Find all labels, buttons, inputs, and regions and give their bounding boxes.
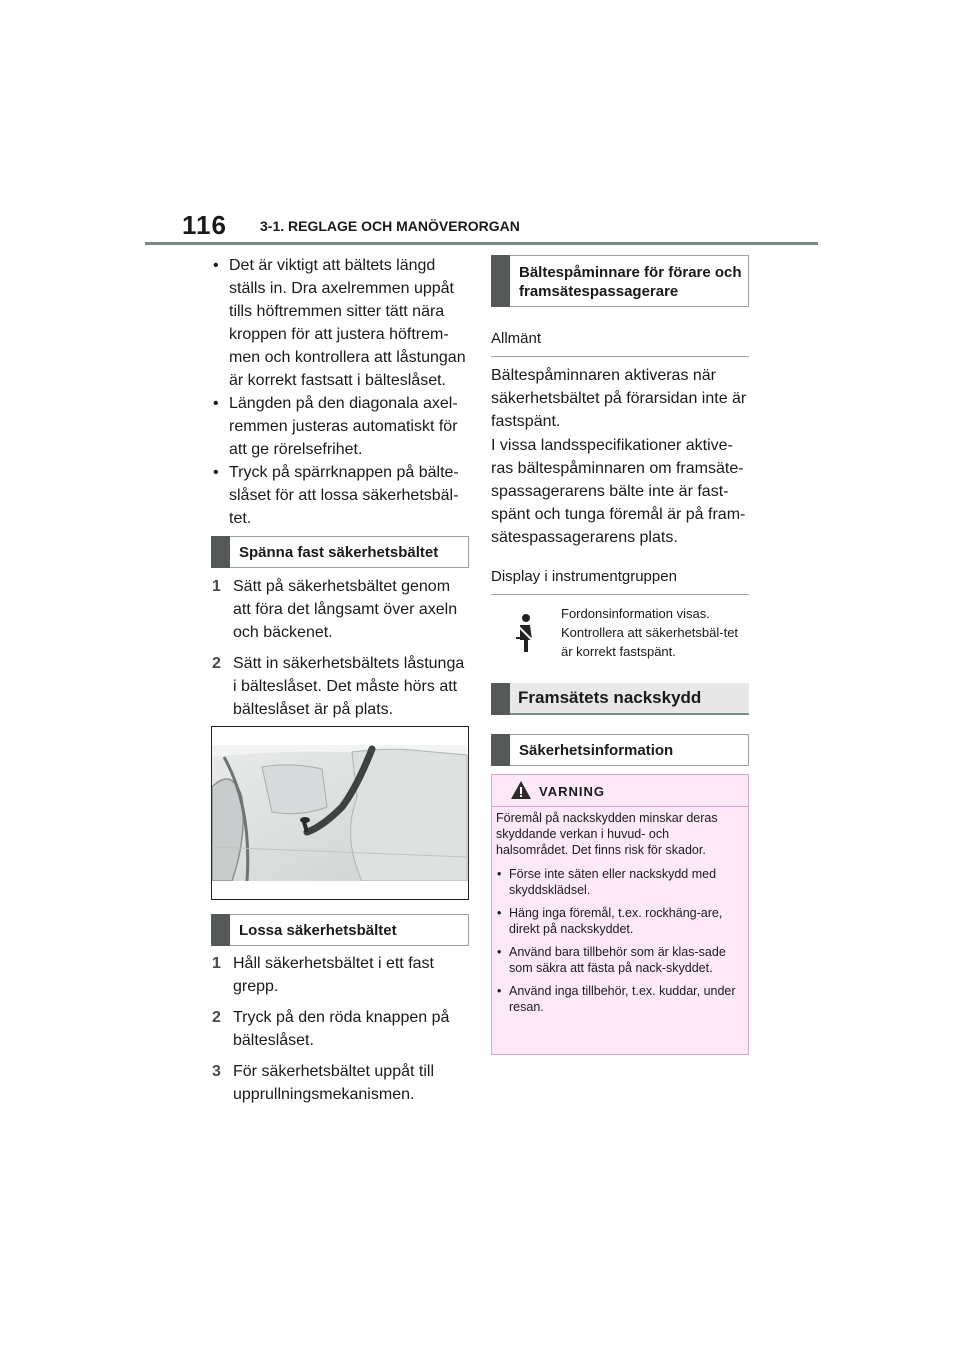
step-number: 2 bbox=[212, 1009, 221, 1026]
header-rule bbox=[145, 242, 818, 245]
heading-tab bbox=[211, 536, 230, 568]
step-item bbox=[212, 1060, 467, 1106]
heading-tab bbox=[491, 734, 510, 766]
heading-release-belt bbox=[211, 914, 469, 946]
heading-text: Framsätets nackskydd bbox=[518, 688, 702, 707]
warning-header bbox=[492, 775, 748, 807]
intro-bullet-list bbox=[212, 254, 467, 530]
warning-item: • Använd inga tillbehör, t.ex. kuddar, under resan. bbox=[496, 983, 744, 1015]
step-item bbox=[212, 575, 467, 644]
warning-box bbox=[491, 774, 749, 1055]
heading-fasten-belt bbox=[211, 536, 469, 568]
fasten-steps bbox=[212, 575, 467, 729]
page-number: 116 bbox=[182, 210, 227, 240]
release-steps bbox=[212, 952, 467, 1114]
warning-intro: Föremål på nackskydden minskar deras skyddande verkan i huvud- och halsområdet. Det finns risk för skador. bbox=[496, 811, 718, 857]
heading-text: Lossa säkerhetsbältet bbox=[239, 922, 397, 939]
seatbelt-warning-icon bbox=[512, 612, 538, 656]
step-text: Sätt in säkerhetsbältets låstunga i bälteslåset. Det måste hörs att bälteslåset är på plats. bbox=[233, 655, 465, 718]
heading-safety-info bbox=[491, 734, 749, 766]
step-number: 1 bbox=[212, 955, 221, 972]
heading-text: Bältespåminnare för förare och framsätespassagerare bbox=[519, 264, 742, 300]
step-number: 2 bbox=[212, 655, 221, 672]
warning-title: VARNING bbox=[539, 784, 605, 799]
warning-item: • Häng inga föremål, t.ex. rockhäng-are, direkt på nackskyddet. bbox=[496, 905, 744, 937]
icon-note-text: Fordonsinformation visas. Kontrollera att säkerhetsbäl-tet är korrekt fastspänt. bbox=[561, 606, 739, 659]
reminder-paragraph-1: Bältespåminnaren aktiveras när säkerhetsbältet på förarsidan inte är fastspänt. bbox=[491, 367, 747, 430]
subheading-general: Allmänt bbox=[491, 330, 749, 357]
step-item bbox=[212, 652, 467, 721]
step-text: Sätt på säkerhetsbältet genom att föra det långsamt över axeln och bäckenet. bbox=[233, 578, 458, 641]
section-title: 3-1. REGLAGE OCH MANÖVERORGAN bbox=[260, 218, 520, 234]
seatbelt-person-icon bbox=[512, 612, 538, 656]
step-text: Tryck på den röda knappen på bälteslåset. bbox=[233, 1009, 450, 1049]
heading-tab bbox=[491, 683, 510, 715]
step-item bbox=[212, 952, 467, 998]
heading-belt-reminder bbox=[491, 255, 749, 307]
heading-front-headrest bbox=[491, 683, 749, 715]
warning-list bbox=[496, 866, 744, 1022]
warning-item: • Använd bara tillbehör som är klas-sade som säkra att fästa på nack-skyddet. bbox=[496, 944, 744, 976]
subheading-display: Display i instrumentgruppen bbox=[491, 568, 749, 595]
heading-tab bbox=[491, 255, 510, 307]
step-number: 3 bbox=[212, 1063, 221, 1080]
bullet-item: • Längden på den diagonala axel-remmen justeras automatiskt för att ge rörelsefrihet. bbox=[212, 392, 467, 461]
seatbelt-illustration bbox=[211, 726, 469, 900]
bullet-item: • Det är viktigt att bältets längd ställs in. Dra axelremmen uppåt tills höftremmen sitter tätt nära kroppen för att justera höftrem-men och kontrollera att låstungan är korrekt fastsatt i bälteslåset. bbox=[212, 254, 467, 392]
warning-item: • Förse inte säten eller nackskydd med skyddsklädsel. bbox=[496, 866, 744, 898]
step-number: 1 bbox=[212, 578, 221, 595]
reminder-paragraph-2: I vissa landsspecifikationer aktive-ras bältespåminnaren om framsäte-spassagerarens bälte inte är fast-spänt och tunga föremål är på fram-sätespassagerarens plats. bbox=[491, 437, 746, 546]
seatbelt-drawing bbox=[212, 727, 468, 899]
step-text: Håll säkerhetsbältet i ett fast grepp. bbox=[233, 955, 434, 995]
warning-triangle-icon bbox=[510, 780, 532, 800]
heading-tab bbox=[211, 914, 230, 946]
heading-text: Säkerhetsinformation bbox=[519, 742, 674, 759]
step-item bbox=[212, 1006, 467, 1052]
step-text: För säkerhetsbältet uppåt till upprullningsmekanismen. bbox=[233, 1063, 434, 1103]
heading-text: Spänna fast säkerhetsbältet bbox=[239, 544, 439, 561]
bullet-item: • Tryck på spärrknappen på bälte-slåset för att lossa säkerhetsbäl-tet. bbox=[212, 461, 467, 530]
